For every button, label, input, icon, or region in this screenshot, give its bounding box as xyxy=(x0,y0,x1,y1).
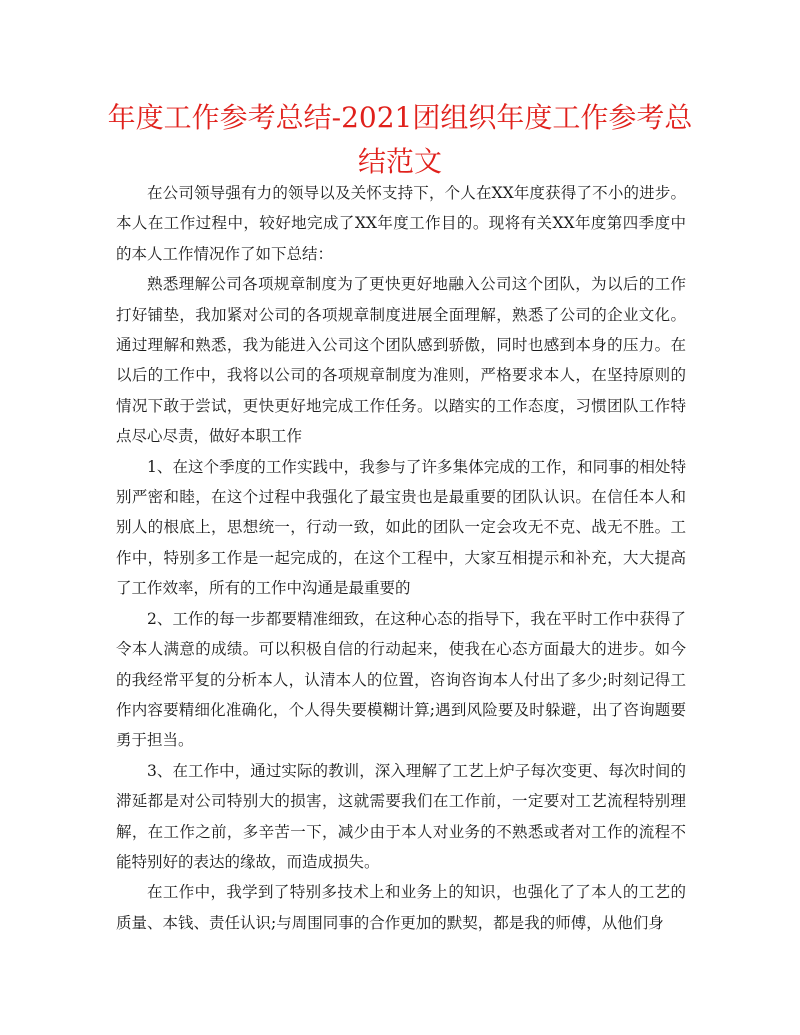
paragraph-learning: 在工作中，我学到了特别多技术上和业务上的知识，也强化了了本人的工艺的质量、本钱、责任认识;与周围同事的合作更加的默契，都是我的师傅，从他们身 xyxy=(116,883,686,932)
document-title: 年度工作参考总结-2021团组织年度工作参考总结范文 xyxy=(107,101,693,178)
document-body xyxy=(116,178,686,938)
paragraph-point-3: 3、在工作中，通过实际的教训，深入理解了工艺上炉子每次变更、每次时间的滞延都是对公司特别大的损害，这就需要我们在工作前，一定要对工艺流程特别理解，在工作之前，多辛苦一下，减少由于本人对业务的不熟悉或者对工作的流程不能特别好的表达的缘故，而造成损失。 xyxy=(116,761,686,871)
paragraph-point-1: 1、在这个季度的工作实践中，我参与了许多集体完成的工作，和同事的相处特别严密和睦，在这个过程中我强化了最宝贵也是最重要的团队认识。在信任本人和别人的根底上，思想统一，行动一致，如此的团队一定会攻无不克、战无不胜。工作中，特别多工作是一起完成的，在这个工程中，大家互相提示和补充，大大提高了工作效率，所有的工作中沟通是最重要的 xyxy=(116,457,686,598)
paragraph-rules: 熟悉理解公司各项规章制度为了更快更好地融入公司这个团队，为以后的工作打好铺垫，我加紧对公司的各项规章制度进展全面理解，熟悉了公司的企业文化。通过理解和熟悉，我为能进入公司这个团队感到骄傲，同时也感到本身的压力。在以后的工作中，我将以公司的各项规章制度为准则，严格要求本人，在坚持原则的情况下敢于尝试，更快更好地完成工作任务。以踏实的工作态度，习惯团队工作特点尽心尽责，做好本职工作 xyxy=(116,275,686,446)
paragraph-intro: 在公司领导强有力的领导以及关怀支持下，个人在XX年度获得了不小的进步。本人在工作过程中，较好地完成了XX年度工作目的。现将有关XX年度第四季度中的本人工作情况作了如下总结： xyxy=(116,184,686,263)
paragraph-point-2: 2、工作的每一步都要精准细致，在这种心态的指导下，我在平时工作中获得了令本人满意的成绩。可以积极自信的行动起来，使我在心态方面最大的进步。如今的我经常平复的分析本人，认清本人的位置，咨询咨询本人付出了多少;时刻记得工作内容要精细化准确化，个人得失要模糊计算;遇到风险要及时躲避，出了咨询题要勇于担当。 xyxy=(116,609,686,750)
